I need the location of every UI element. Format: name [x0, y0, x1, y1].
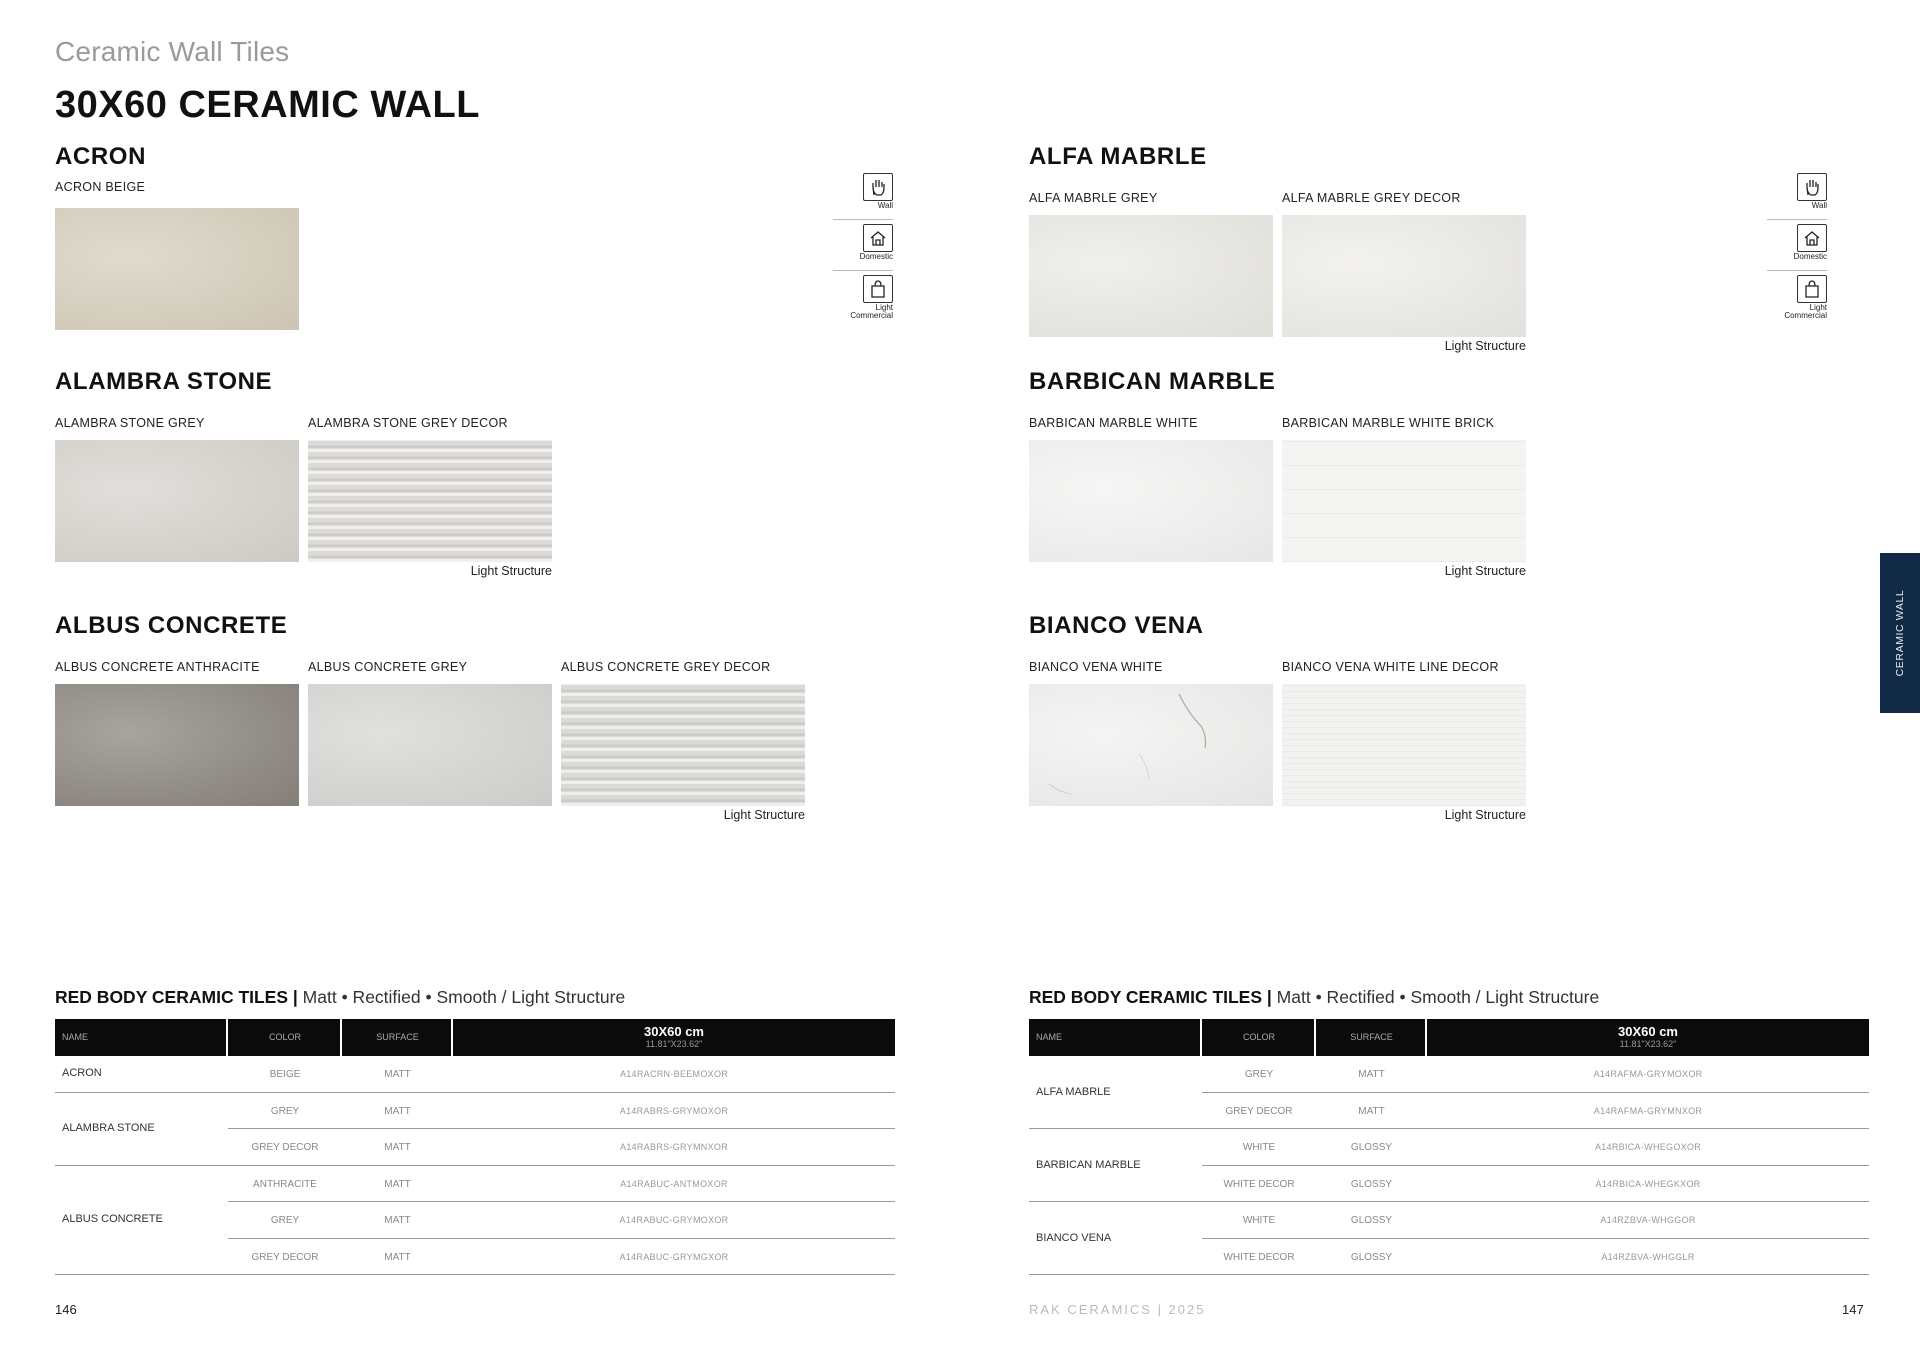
tile-swatch [561, 684, 805, 806]
tile-label: ALAMBRA STONE GREY [55, 416, 205, 430]
cell-surface: MATT [384, 1105, 411, 1117]
structure-note: Light Structure [723, 808, 805, 822]
cell-code: A14RBICA-WHEGOXOR [1594, 1142, 1702, 1152]
left-page: Ceramic Wall Tiles 30X60 CERAMIC WALL ACRON ACRON BEIGE ALAMBRA STONE ALAMBRA STONE GREY ALAMBRA STONE GREY DECOR Light Structure ALBUS CONCRETE ALBUS CONCRETE ANTHRACITE ALBUS CONCRETE GREY ALBUS CONCRETE GREY DECOR Light Structure Wall Domestic Light Commercial RED BODY CERAMIC TILES | Matt • Rectified • Smooth / Light Structure NAME COLOR SURFACE 30X60 cm 11.81"X23.62" BEIGE MATT A14RACRN-BEEMOXOR ACRON GREY MATT A14RABRS-GRYMOXOR GREY DECOR MATT A14RABRS-GRYMNXOR ALAMBRA STONE ANTHRACITE MATT A14RABUC-ANTMOXOR GREY MATT A14RABUC-GRYMOXOR GREY DECOR MATT A14RABUC-GRYMGXOR ALBUS CONCRETE 146 [55, 36, 893, 1317]
shopping-bag-icon [1797, 275, 1827, 303]
cell-surface: MATT [384, 1178, 411, 1190]
cell-color: BEIGE [269, 1069, 301, 1080]
hand-icon [1797, 173, 1827, 201]
tile-swatch [55, 440, 299, 562]
hand-icon [863, 173, 893, 201]
tile-swatch [308, 440, 552, 562]
cell-surface: MATT [384, 1069, 411, 1080]
cell-name: ACRON [62, 1067, 102, 1080]
cell-color: GREY [270, 1215, 300, 1226]
divider [833, 219, 893, 220]
cell-surface: GLOSSY [1350, 1215, 1393, 1226]
product-title-bianco-vena: BIANCO VENA [1029, 612, 1204, 639]
cell-surface: GLOSSY [1350, 1142, 1393, 1153]
col-header-size-inches: 11.81"X23.62" [1619, 1039, 1677, 1049]
tile-swatch [55, 208, 299, 330]
cell-color: WHITE [1242, 1215, 1276, 1226]
cell-surface: MATT [384, 1215, 411, 1226]
row-divider [55, 1092, 895, 1093]
cell-surface: MATT [384, 1142, 411, 1153]
cell-surface: MATT [384, 1251, 411, 1263]
tile-label: BIANCO VENA WHITE [1029, 660, 1163, 674]
cell-color: WHITE [1242, 1142, 1276, 1153]
tile-swatch [1282, 215, 1526, 337]
cell-color: GREY [1244, 1069, 1274, 1080]
page-title: 30X60 CERAMIC WALL [55, 84, 480, 126]
col-header-name: NAME [62, 1032, 89, 1042]
product-title-albus-concrete: ALBUS CONCRETE [55, 612, 288, 639]
cell-color: GREY DECOR [251, 1142, 319, 1153]
cell-code: A14RABRS-GRYMOXOR [619, 1105, 729, 1116]
cell-surface: GLOSSY [1350, 1251, 1393, 1263]
cell-code: A14RZBVA-WHGGOR [1600, 1215, 1696, 1225]
table-header [1029, 1019, 1869, 1056]
tile-label: BARBICAN MARBLE WHITE BRICK [1282, 416, 1495, 430]
cell-code: A14RZBVA-WHGGLR [1601, 1251, 1695, 1262]
tile-label: ALAMBRA STONE GREY DECOR [308, 416, 508, 430]
tile-label: ALFA MABRLE GREY DECOR [1282, 191, 1461, 205]
cell-surface: MATT [1358, 1069, 1385, 1080]
cell-color: GREY DECOR [1225, 1105, 1293, 1117]
structure-note: Light Structure [1444, 564, 1526, 578]
section-side-tab[interactable]: CERAMIC WALL [1880, 553, 1920, 713]
tile-swatch [1029, 215, 1273, 337]
table-heading: RED BODY CERAMIC TILES | Matt • Rectified • Smooth / Light Structure [55, 987, 626, 1007]
col-header-surface: SURFACE [1350, 1032, 1393, 1042]
cell-code: A14RABRS-GRYMNXOR [620, 1142, 728, 1152]
cell-name: ALFA MABRLE [1036, 1085, 1111, 1098]
row-divider [55, 1274, 895, 1275]
divider [1767, 219, 1827, 220]
cell-surface: MATT [1358, 1105, 1385, 1117]
tile-label: BIANCO VENA WHITE LINE DECOR [1282, 660, 1499, 674]
row-divider [228, 1238, 895, 1239]
section-supertitle: Ceramic Wall Tiles [55, 36, 290, 67]
row-divider [1202, 1092, 1869, 1093]
tile-label: ALFA MABRLE GREY [1029, 191, 1158, 205]
tile-label: ALBUS CONCRETE ANTHRACITE [55, 660, 260, 674]
row-divider [228, 1201, 895, 1202]
tile-label: ALBUS CONCRETE GREY DECOR [561, 660, 771, 674]
row-divider [1029, 1274, 1869, 1275]
structure-note: Light Structure [470, 564, 552, 578]
footer-brand: RAK CERAMICS | 2025 [1029, 1302, 1206, 1317]
tile-label: ALBUS CONCRETE GREY [308, 660, 468, 674]
cell-color: WHITE DECOR [1223, 1178, 1295, 1190]
product-title-alambra-stone: ALAMBRA STONE [55, 368, 273, 395]
tile-swatch [1282, 440, 1526, 562]
col-header-name: NAME [1036, 1032, 1063, 1042]
col-header-size-inches: 11.81"X23.62" [645, 1039, 703, 1049]
divider [833, 270, 893, 271]
cell-code: A14RABUC-GRYMOXOR [619, 1215, 729, 1225]
cell-code: A14RABUC-GRYMGXOR [619, 1251, 729, 1262]
divider [1767, 270, 1827, 271]
cell-color: WHITE DECOR [1223, 1251, 1295, 1263]
col-header-color: COLOR [268, 1032, 301, 1042]
cell-name: BIANCO VENA [1036, 1231, 1112, 1244]
cell-code: A14RBICA-WHEGKXOR [1595, 1178, 1701, 1189]
row-divider [1202, 1165, 1869, 1166]
cell-code: A14RACRN-BEEMOXOR [619, 1069, 729, 1079]
product-title-alfa-mabrle: ALFA MABRLE [1029, 143, 1207, 170]
cell-color: GREY [270, 1105, 300, 1117]
cell-surface: GLOSSY [1350, 1178, 1393, 1190]
cell-code: A14RAFMA-GRYMNXOR [1593, 1105, 1703, 1116]
structure-note: Light Structure [1444, 339, 1526, 353]
tile-swatch [1029, 440, 1273, 562]
cell-code: A14RABUC-ANTMOXOR [620, 1178, 728, 1189]
row-divider [55, 1165, 895, 1166]
cell-color: GREY DECOR [251, 1251, 319, 1263]
page-number: 147 [1842, 1302, 1864, 1317]
structure-note: Light Structure [1444, 808, 1526, 822]
col-header-size: 30X60 cm [644, 1024, 704, 1039]
tile-swatch [308, 684, 552, 806]
cell-name: BARBICAN MARBLE [1036, 1158, 1141, 1171]
right-page: ALFA MABRLE ALFA MABRLE GREY ALFA MABRLE GREY DECOR Light Structure BARBICAN MARBLE BARBICAN MARBLE WHITE BARBICAN MARBLE WHITE BRICK Light Structure BIANCO VENA BIANCO VENA WHITE BIANCO VENA WHITE LINE DECOR Light Structure Wall Domestic Light Commercial RED BODY CERAMIC TILES | Matt • Rectified • Smooth / Light Structure NAME COLOR SURFACE 30X60 cm 11.81"X23.62" GREY MATT A14RAFMA-GRYMOXOR GREY DECOR MATT A14RAFMA-GRYMNXOR ALFA MABRLE WHITE GLOSSY A14RBICA-WHEGOXOR WHITE DECOR GLOSSY A14RBICA-WHEGKXOR BARBICAN MARBLE WHITE GLOSSY A14RZBVA-WHGGOR WHITE DECOR GLOSSY A14RZBVA-WHGGLR BIANCO VENA RAK CERAMICS | 2025 147 [960, 0, 1920, 1358]
cell-name: ALBUS CONCRETE [62, 1213, 163, 1226]
col-header-surface: SURFACE [376, 1032, 419, 1042]
tile-label: ACRON BEIGE [55, 180, 146, 194]
cell-color: ANTHRACITE [253, 1178, 317, 1190]
row-divider [1029, 1201, 1869, 1202]
tile-swatch [55, 684, 299, 806]
row-divider [228, 1128, 895, 1129]
cell-code: A14RAFMA-GRYMOXOR [1593, 1069, 1703, 1079]
page-number: 146 [55, 1302, 77, 1317]
col-header-color: COLOR [1242, 1032, 1275, 1042]
shopping-bag-icon [863, 275, 893, 303]
row-divider [1202, 1238, 1869, 1239]
home-icon [863, 224, 893, 252]
tile-label: BARBICAN MARBLE WHITE [1029, 416, 1198, 430]
home-icon [1797, 224, 1827, 252]
tile-swatch [1029, 684, 1273, 806]
product-title-acron: ACRON [55, 143, 146, 170]
row-divider [1029, 1128, 1869, 1129]
product-title-barbican-marble: BARBICAN MARBLE [1029, 368, 1276, 395]
col-header-size: 30X60 cm [1618, 1024, 1678, 1039]
tile-swatch [1282, 684, 1526, 806]
cell-name: ALAMBRA STONE [62, 1122, 155, 1134]
table-header [55, 1019, 895, 1056]
table-heading: RED BODY CERAMIC TILES | Matt • Rectified • Smooth / Light Structure [1029, 987, 1600, 1007]
